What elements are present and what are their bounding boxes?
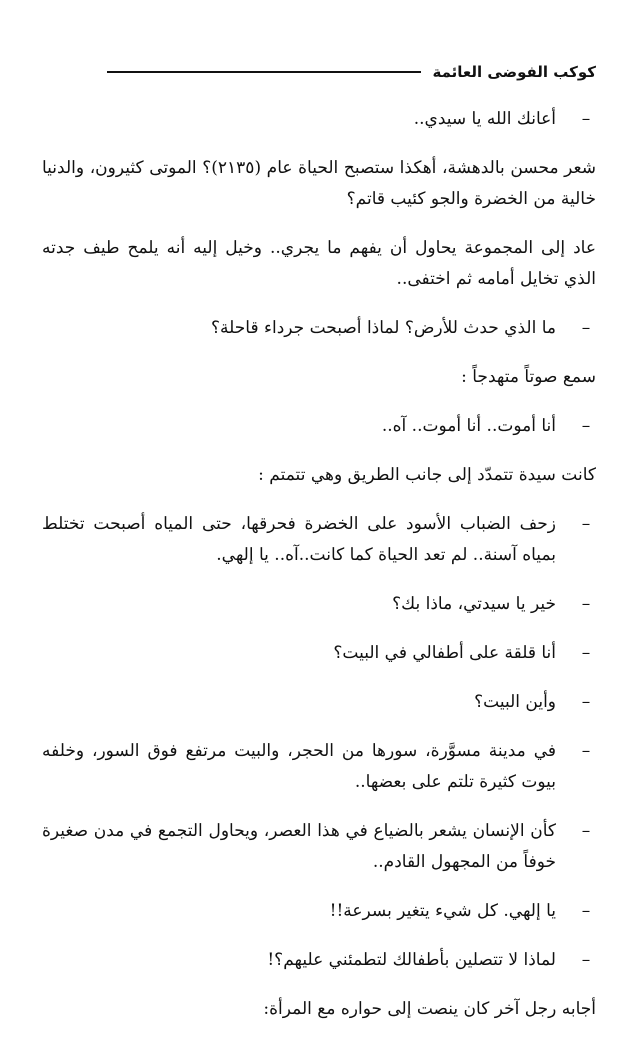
- dialogue-text: زحف الضباب الأسود على الخضرة فحرقها، حتى المياه أصبحت تختلط بمياه آسنة.. لم تعد الحياة كما كانت..آه.. يا إلهي.: [42, 514, 556, 565]
- dialogue-line: [42, 687, 596, 718]
- dialogue-line: [42, 945, 596, 976]
- dialogue-dash: –: [581, 692, 591, 712]
- dialogue-line: [42, 589, 596, 620]
- dialogue-dash: –: [581, 318, 591, 338]
- dialogue-line: [42, 411, 596, 442]
- paragraph-text: أجابه رجل آخر كان ينصت إلى حواره مع المرأة:: [263, 999, 596, 1019]
- dialogue-text: وأين البيت؟: [474, 692, 556, 712]
- dialogue-text: ما الذي حدث للأرض؟ لماذا أصبحت جرداء قاحلة؟: [211, 318, 556, 338]
- dialogue-text: لماذا لا تتصلين بأطفالك لتطمئني عليهم؟!: [267, 950, 556, 970]
- dialogue-line: [42, 736, 596, 798]
- paragraph-text: كانت سيدة تتمدّد إلى جانب الطريق وهي تتمتم :: [258, 465, 596, 485]
- dialogue-line: [42, 896, 596, 927]
- paragraph: [42, 233, 596, 295]
- paragraph: [42, 460, 596, 491]
- dialogue-text: يا إلهي. كل شيء يتغير بسرعة!!: [329, 901, 556, 921]
- dialogue-line: [42, 313, 596, 344]
- dialogue-text: خير يا سيدتي، ماذا بك؟: [392, 594, 556, 614]
- dialogue-dash: –: [581, 594, 591, 614]
- dialogue-line: [42, 638, 596, 669]
- dialogue-dash: –: [581, 416, 591, 436]
- dialogue-dash: –: [581, 821, 591, 841]
- dialogue-dash: –: [581, 643, 591, 663]
- paragraph: [42, 994, 596, 1025]
- dialogue-dash: –: [581, 741, 591, 761]
- page-body: [42, 104, 596, 1039]
- running-header: [40, 60, 596, 84]
- dialogue-dash: –: [581, 109, 591, 129]
- dialogue-text: في مدينة مسوَّرة، سورها من الحجر، والبيت مرتفع فوق السور، وخلفه بيوت كثيرة تلتم على بعضها..: [42, 741, 556, 792]
- paragraph-text: سمع صوتاً متهدجاً :: [461, 367, 596, 387]
- dialogue-text: أنا قلقة على أطفالي في البيت؟: [333, 643, 556, 663]
- paragraph-text: شعر محسن بالدهشة، أهكذا ستصبح الحياة عام (٢١٣٥)؟ الموتى كثيرون، والدنيا خالية من الخضرة والجو كئيب قاتم؟: [42, 158, 596, 209]
- dialogue-dash: –: [581, 901, 591, 921]
- dialogue-line: [42, 816, 596, 878]
- paragraph: [42, 362, 596, 393]
- paragraph: [42, 153, 596, 215]
- chapter-title: كوكب الفوضى العائمة: [432, 63, 596, 81]
- dialogue-line: [42, 509, 596, 571]
- dialogue-text: أنا أموت.. أنا أموت.. آه..: [381, 416, 556, 436]
- dialogue-dash: –: [581, 514, 591, 534]
- dialogue-text: كأن الإنسان يشعر بالضياع في هذا العصر، ويحاول التجمع في مدن صغيرة خوفاً من المجهول القادم..: [42, 821, 556, 872]
- paragraph-text: عاد إلى المجموعة يحاول أن يفهم ما يجري.. وخيل إليه أنه يلمح طيف جدته الذي تخايل أمامه ثم اختفى..: [42, 238, 596, 289]
- dialogue-dash: –: [581, 950, 591, 970]
- header-rule: [107, 71, 421, 73]
- dialogue-line: [42, 104, 596, 135]
- dialogue-text: أعانك الله يا سيدي..: [413, 109, 556, 129]
